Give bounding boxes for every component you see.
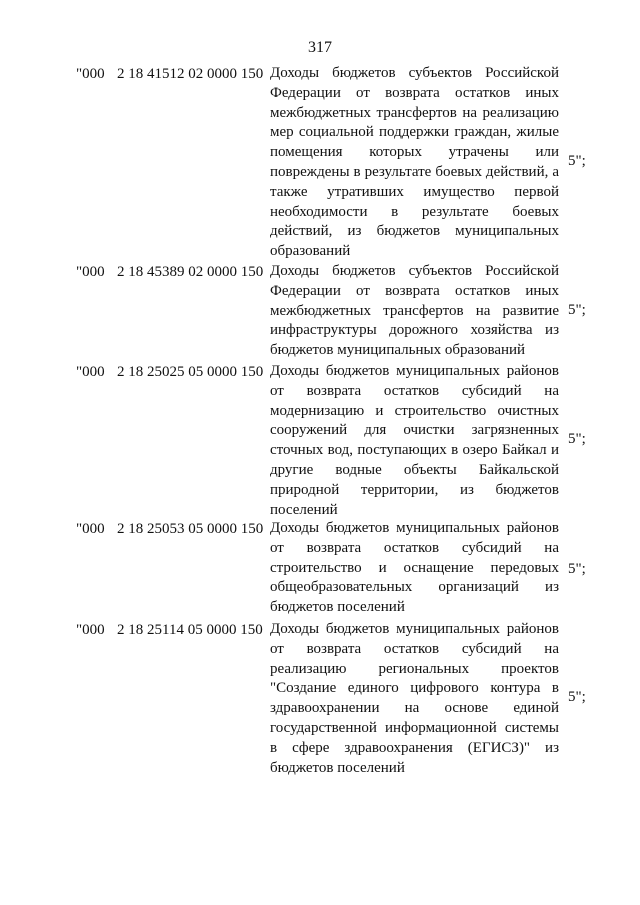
classification-code: 2 18 25025 05 0000 150 — [117, 364, 264, 380]
description-line: Доходы бюджетов субъектов Российской — [270, 65, 559, 81]
description-line: Федерации от возврата остатков иных — [270, 84, 559, 101]
description-line: сооружений для очистки загрязненных — [270, 422, 559, 439]
description-line: Федерации от возврата остатков иных — [270, 282, 559, 299]
description-line: инфраструктуры дорожного хозяйства из — [270, 322, 559, 339]
description-line: образований — [270, 243, 351, 260]
income-description — [270, 64, 559, 262]
description-line: здравоохранении на основе единой — [270, 700, 559, 717]
row-prefix: "000 — [76, 521, 105, 537]
description-line: модернизацию и строительство очистных — [270, 402, 559, 419]
description-line: в сфере здравоохранения (ЕГИСЗ)" из — [270, 739, 559, 756]
description-line: государственной информационной системы — [270, 719, 559, 736]
row-prefix: "000 — [76, 622, 105, 638]
description-line: помещения которых утрачены или — [270, 144, 559, 161]
classification-code: 2 18 45389 02 0000 150 — [117, 264, 264, 280]
description-line: поселений — [270, 501, 338, 518]
description-line: от возврата остатков субсидий на — [270, 382, 559, 399]
description-line: от возврата остатков субсидий на — [270, 539, 559, 556]
description-line: общеобразовательных организаций из — [270, 579, 559, 596]
row-suffix: 5"; — [568, 689, 586, 705]
description-line: мер социальной поддержки граждан, жилые — [270, 124, 559, 141]
classification-code: 2 18 25114 05 0000 150 — [117, 622, 263, 638]
classification-code: 2 18 41512 02 0000 150 — [117, 66, 264, 82]
page-number: 317 — [308, 39, 332, 56]
row-suffix: 5"; — [568, 431, 586, 447]
description-line: природной территории, из бюджетов — [270, 481, 559, 498]
description-line: Доходы бюджетов муниципальных районов — [270, 363, 559, 379]
description-line: Доходы бюджетов субъектов Российской — [270, 263, 559, 279]
description-line: межбюджетных трансфертов на развитие — [270, 302, 559, 319]
classification-code: 2 18 25053 05 0000 150 — [117, 521, 264, 537]
income-description — [270, 262, 559, 361]
description-line: "Создание единого цифрового контура в — [270, 680, 559, 697]
row-prefix: "000 — [76, 364, 105, 380]
description-line: бюджетов муниципальных образований — [270, 342, 526, 359]
description-line: бюджетов поселений — [270, 759, 405, 776]
description-line: повреждены в результате боевых действий, а — [270, 163, 559, 180]
income-description — [270, 620, 559, 778]
description-line: Доходы бюджетов муниципальных районов — [270, 621, 559, 637]
description-line: реализацию региональных проектов — [270, 660, 559, 677]
description-line: другие водные объекты Байкальской — [270, 461, 559, 478]
description-line: от возврата остатков субсидий на — [270, 640, 559, 657]
description-line: необходимости в результате боевых — [270, 203, 559, 220]
description-line: бюджетов поселений — [270, 599, 405, 616]
description-line: действий, из бюджетов муниципальных — [270, 223, 559, 240]
income-description — [270, 362, 559, 520]
description-line: Доходы бюджетов муниципальных районов — [270, 520, 559, 536]
description-line: строительство и оснащение передовых — [270, 559, 559, 576]
income-description — [270, 519, 559, 618]
description-line: межбюджетных трансфертов на реализацию — [270, 104, 559, 121]
row-prefix: "000 — [76, 264, 105, 280]
row-suffix: 5"; — [568, 302, 586, 318]
row-suffix: 5"; — [568, 153, 586, 169]
row-prefix: "000 — [76, 66, 105, 82]
description-line: сточных вод, поступающих в озеро Байкал и — [270, 442, 559, 459]
description-line: также утративших имущество первой — [270, 183, 559, 200]
row-suffix: 5"; — [568, 561, 586, 577]
